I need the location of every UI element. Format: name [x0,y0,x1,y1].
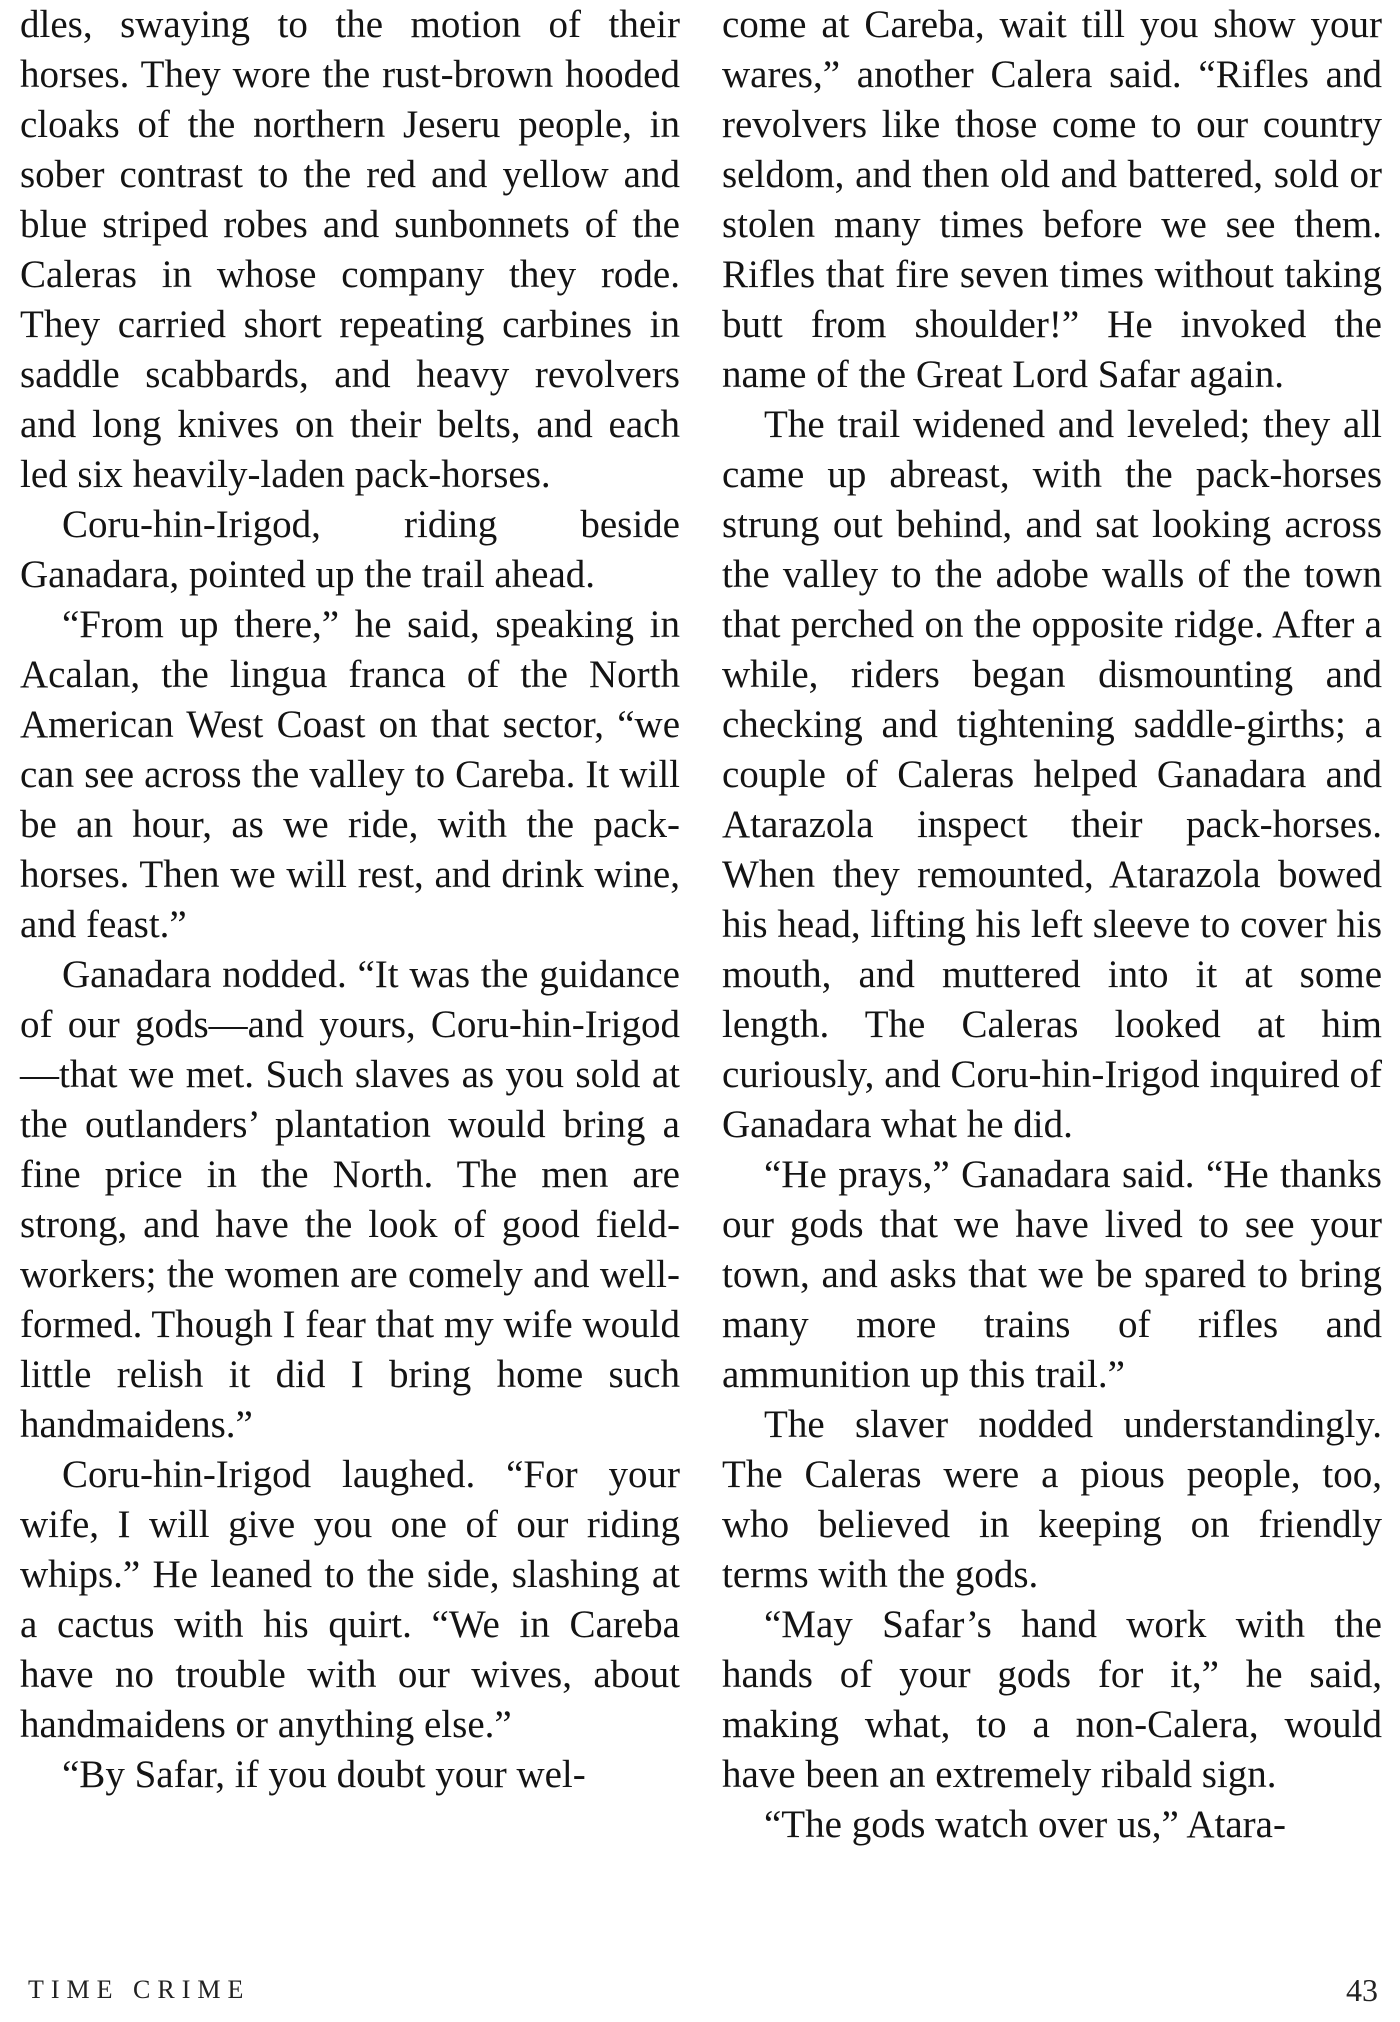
paragraph: “He prays,” Ganadara said. “He thanks our gods that we have lived to see your town, and asks that we be spared to bring many more trains of rifles and ammunition up this trail.” [722,1153,1382,1396]
left-text-column [20,0,680,1800]
paragraph: Coru-hin-Irigod laughed. “For your wife, I will give you one of our riding whips.” He leaned to the side, slashing at a cactus with his quirt. “We in Careba have no trouble with our wives, about handmaidens or anything else.” [20,1453,680,1746]
page-number: 43 [1346,1972,1378,2008]
page-footer [28,1968,1380,2012]
right-text-column [722,0,1382,1850]
paragraph: Ganadara nodded. “It was the guidance of our gods—and yours, Coru-hin-Irigod—that we met. Such slaves as you sold at the outlanders’ plantation would bring a fine price in the North. The men are strong, and have the look of good field-workers; the women are comely and well-formed. Though I fear that my wife would little relish it did I bring home such handmaidens.” [20,953,680,1446]
running-title: TIME CRIME [28,1975,251,2004]
paragraph: The slaver nodded understandingly. The Caleras were a pious people, too, who believed in keeping on friendly terms with the gods. [722,1403,1382,1596]
paragraph: The trail widened and leveled; they all came up abreast, with the pack-horses strung out behind, and sat looking across the valley to the adobe walls of the town that perched on the opposite ridge. After a while, riders began dismounting and checking and tightening saddle-girths; a couple of Caleras helped Ganadara and Atarazola inspect their pack-horses. When they remounted, Atarazola bowed his head, lifting his left sleeve to cover his mouth, and muttered into it at some length. The Caleras looked at him curiously, and Coru-hin-Irigod inquired of Ganadara what he did. [722,403,1382,1146]
paragraph: “May Safar’s hand work with the hands of your gods for it,” he said, making what, to a non-Calera, would have been an extremely ribald sign. [722,1603,1382,1796]
paragraph: come at Careba, wait till you show your wares,” another Calera said. “Rifles and revolvers like those come to our country seldom, and then old and battered, sold or stolen many times before we see them. Rifles that fire seven times without taking butt from shoulder!” He invoked the name of the Great Lord Safar again. [722,3,1382,396]
paragraph: “The gods watch over us,” Atara- [764,1803,1286,1846]
paragraph: dles, swaying to the motion of their horses. They wore the rust-brown hooded cloaks of the northern Jeseru people, in sober contrast to the red and yellow and blue striped robes and sunbonnets of the Caleras in whose company they rode. They carried short repeating carbines in saddle scabbards, and heavy revolvers and long knives on their belts, and each led six heavily-laden pack-horses. [20,3,680,496]
paragraph: “From up there,” he said, speaking in Acalan, the lingua franca of the North American West Coast on that sector, “we can see across the valley to Careba. It will be an hour, as we ride, with the pack-horses. Then we will rest, and drink wine, and feast.” [20,603,680,946]
paragraph: “By Safar, if you doubt your wel- [62,1753,586,1796]
paragraph: Coru-hin-Irigod, riding beside Ganadara, pointed up the trail ahead. [20,503,680,596]
